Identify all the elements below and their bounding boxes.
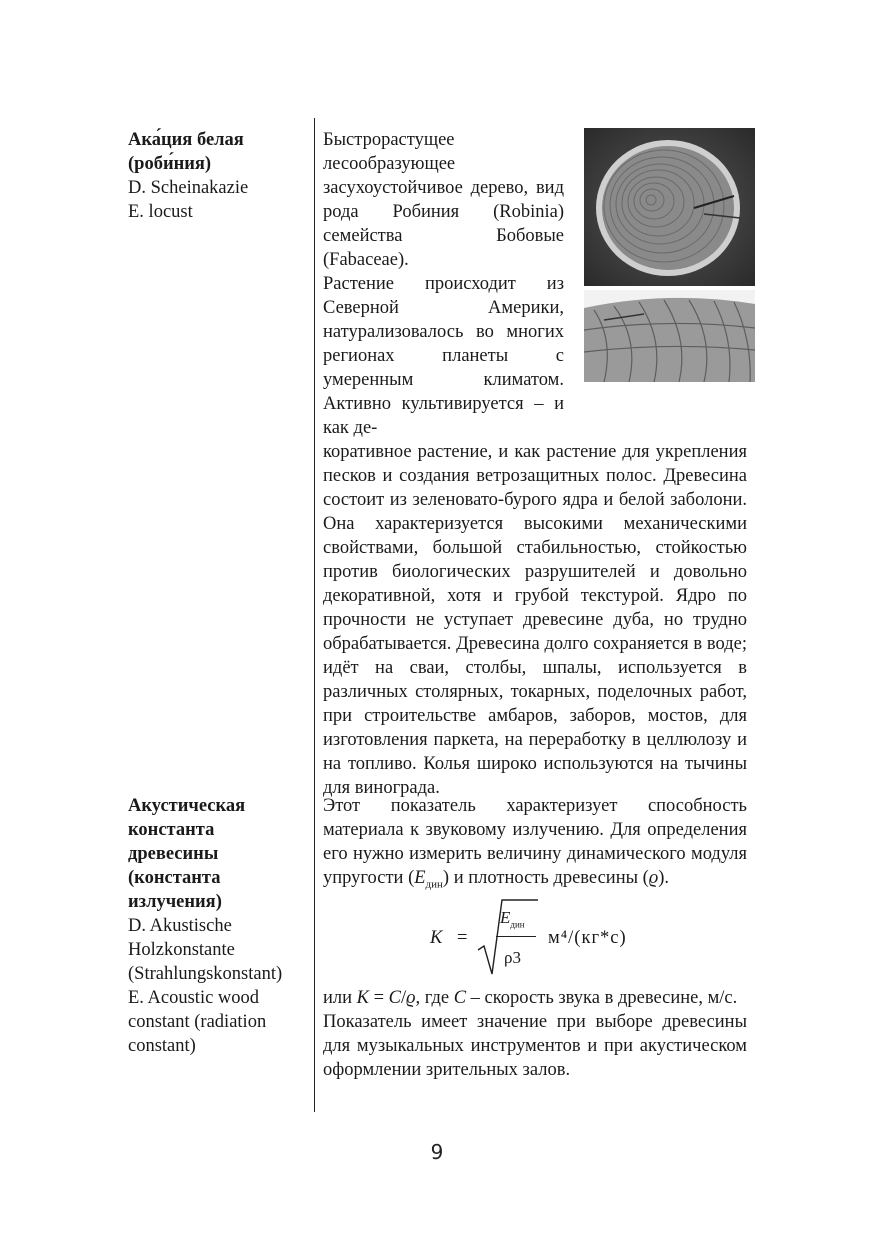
column-divider (314, 118, 315, 1112)
text-span: – скорость звука в древесине, м/с. (466, 988, 738, 1008)
numerator-subscript: дин (510, 919, 525, 930)
text-span: ) и плотность древесины ( (442, 868, 649, 888)
page-number: 9 (430, 1140, 444, 1164)
symbol-c: C (388, 988, 401, 1008)
term-acoustic-constant (128, 794, 310, 1058)
symbol-rho: ϱ (406, 988, 416, 1008)
symbol-c: C (453, 988, 467, 1008)
symbol-k: К (356, 988, 369, 1008)
term-english: E. Acoustic wood (128, 988, 260, 1008)
symbol-rho: ϱ (648, 868, 659, 888)
numerator-symbol: E (500, 908, 511, 927)
fraction-bar (496, 936, 536, 937)
text-span: / (401, 988, 407, 1008)
term-english: constant) (128, 1036, 196, 1056)
text-span: ). (658, 868, 670, 888)
term-english: constant (radiation (128, 1012, 267, 1032)
definition-acacia (323, 128, 747, 800)
definition-paragraph: коративное растение, и как растение для укрепления песков и создания ветрозащитных полос. Древесина состоит из зеленовато-бурого ядра и белой заболони. Она характеризуется высокими механическими свойствами, большой стабильностью, стойкостью против биологических разрушителей и довольно декоративной, хотя и грубой текстурой. Ядро по прочности не уступает древесине дуба, но трудно обрабатывается. Древесина долго сохраняется в воде; идёт на сваи, столбы, шпалы, используется в различных столярных, токарных, поделочных работ, при строительстве амбаров, заборов, мостов, для изготовления паркета, на переработку в целлюлозу и на топливо. Колья широко используются на тычины для винограда. (323, 442, 747, 798)
definition-paragraph: Быстрорастущее лесообразующее засухоустойчивое дерево, вид рода Робиния (Robinia) семейства Бобовые (Fabaceae). (323, 130, 564, 270)
text-span: или (323, 988, 357, 1008)
term-title: константа (128, 820, 215, 840)
definition-acoustic-constant (323, 794, 747, 897)
formula-unit: м⁴/(кг*с) (548, 928, 627, 948)
term-title: древесины (128, 844, 219, 864)
formula-acoustic-constant (430, 898, 690, 980)
term-german: (Strahlungskonstant) (128, 964, 283, 984)
term-german: D. Scheinakazie (128, 178, 249, 198)
term-title: излучения) (128, 892, 222, 912)
term-german: D. Akustische (128, 916, 232, 936)
term-title: Акустическая (128, 796, 246, 816)
text-span: Этот показатель характеризует способность материала к звуковому излучению. Для определения его нужно измерить величину динамического модуля упругости ( (323, 796, 747, 888)
term-title: Ака́ция белая (128, 130, 244, 150)
symbol-e: E (414, 868, 426, 888)
formula-lhs: K (430, 928, 443, 948)
formula-numerator (500, 908, 525, 929)
definition-paragraph (323, 794, 747, 897)
definition-acoustic-constant-cont (323, 986, 747, 1082)
formula-equals: = (457, 928, 468, 948)
term-german: Holzkonstante (128, 940, 235, 960)
text-span: , где (415, 988, 454, 1008)
subscript: дин (425, 878, 443, 891)
term-title: (константа (128, 868, 221, 888)
text-span: = (368, 988, 389, 1008)
definition-paragraph: Растение происходит из Северной Америки, натурализовалось во многих регионах планеты с умеренным климатом. Активно культивируется – и как де- (323, 274, 564, 438)
definition-paragraph: Показатель имеет значение при выборе древесины для музыкальных инструментов и при акустическом оформлении зрительных залов. (323, 1012, 747, 1080)
term-title: (роби́ния) (128, 154, 212, 174)
definition-paragraph (323, 986, 747, 1010)
term-english: E. locust (128, 202, 193, 222)
term-acacia (128, 128, 310, 224)
formula-denominator: ρ3 (504, 948, 521, 967)
